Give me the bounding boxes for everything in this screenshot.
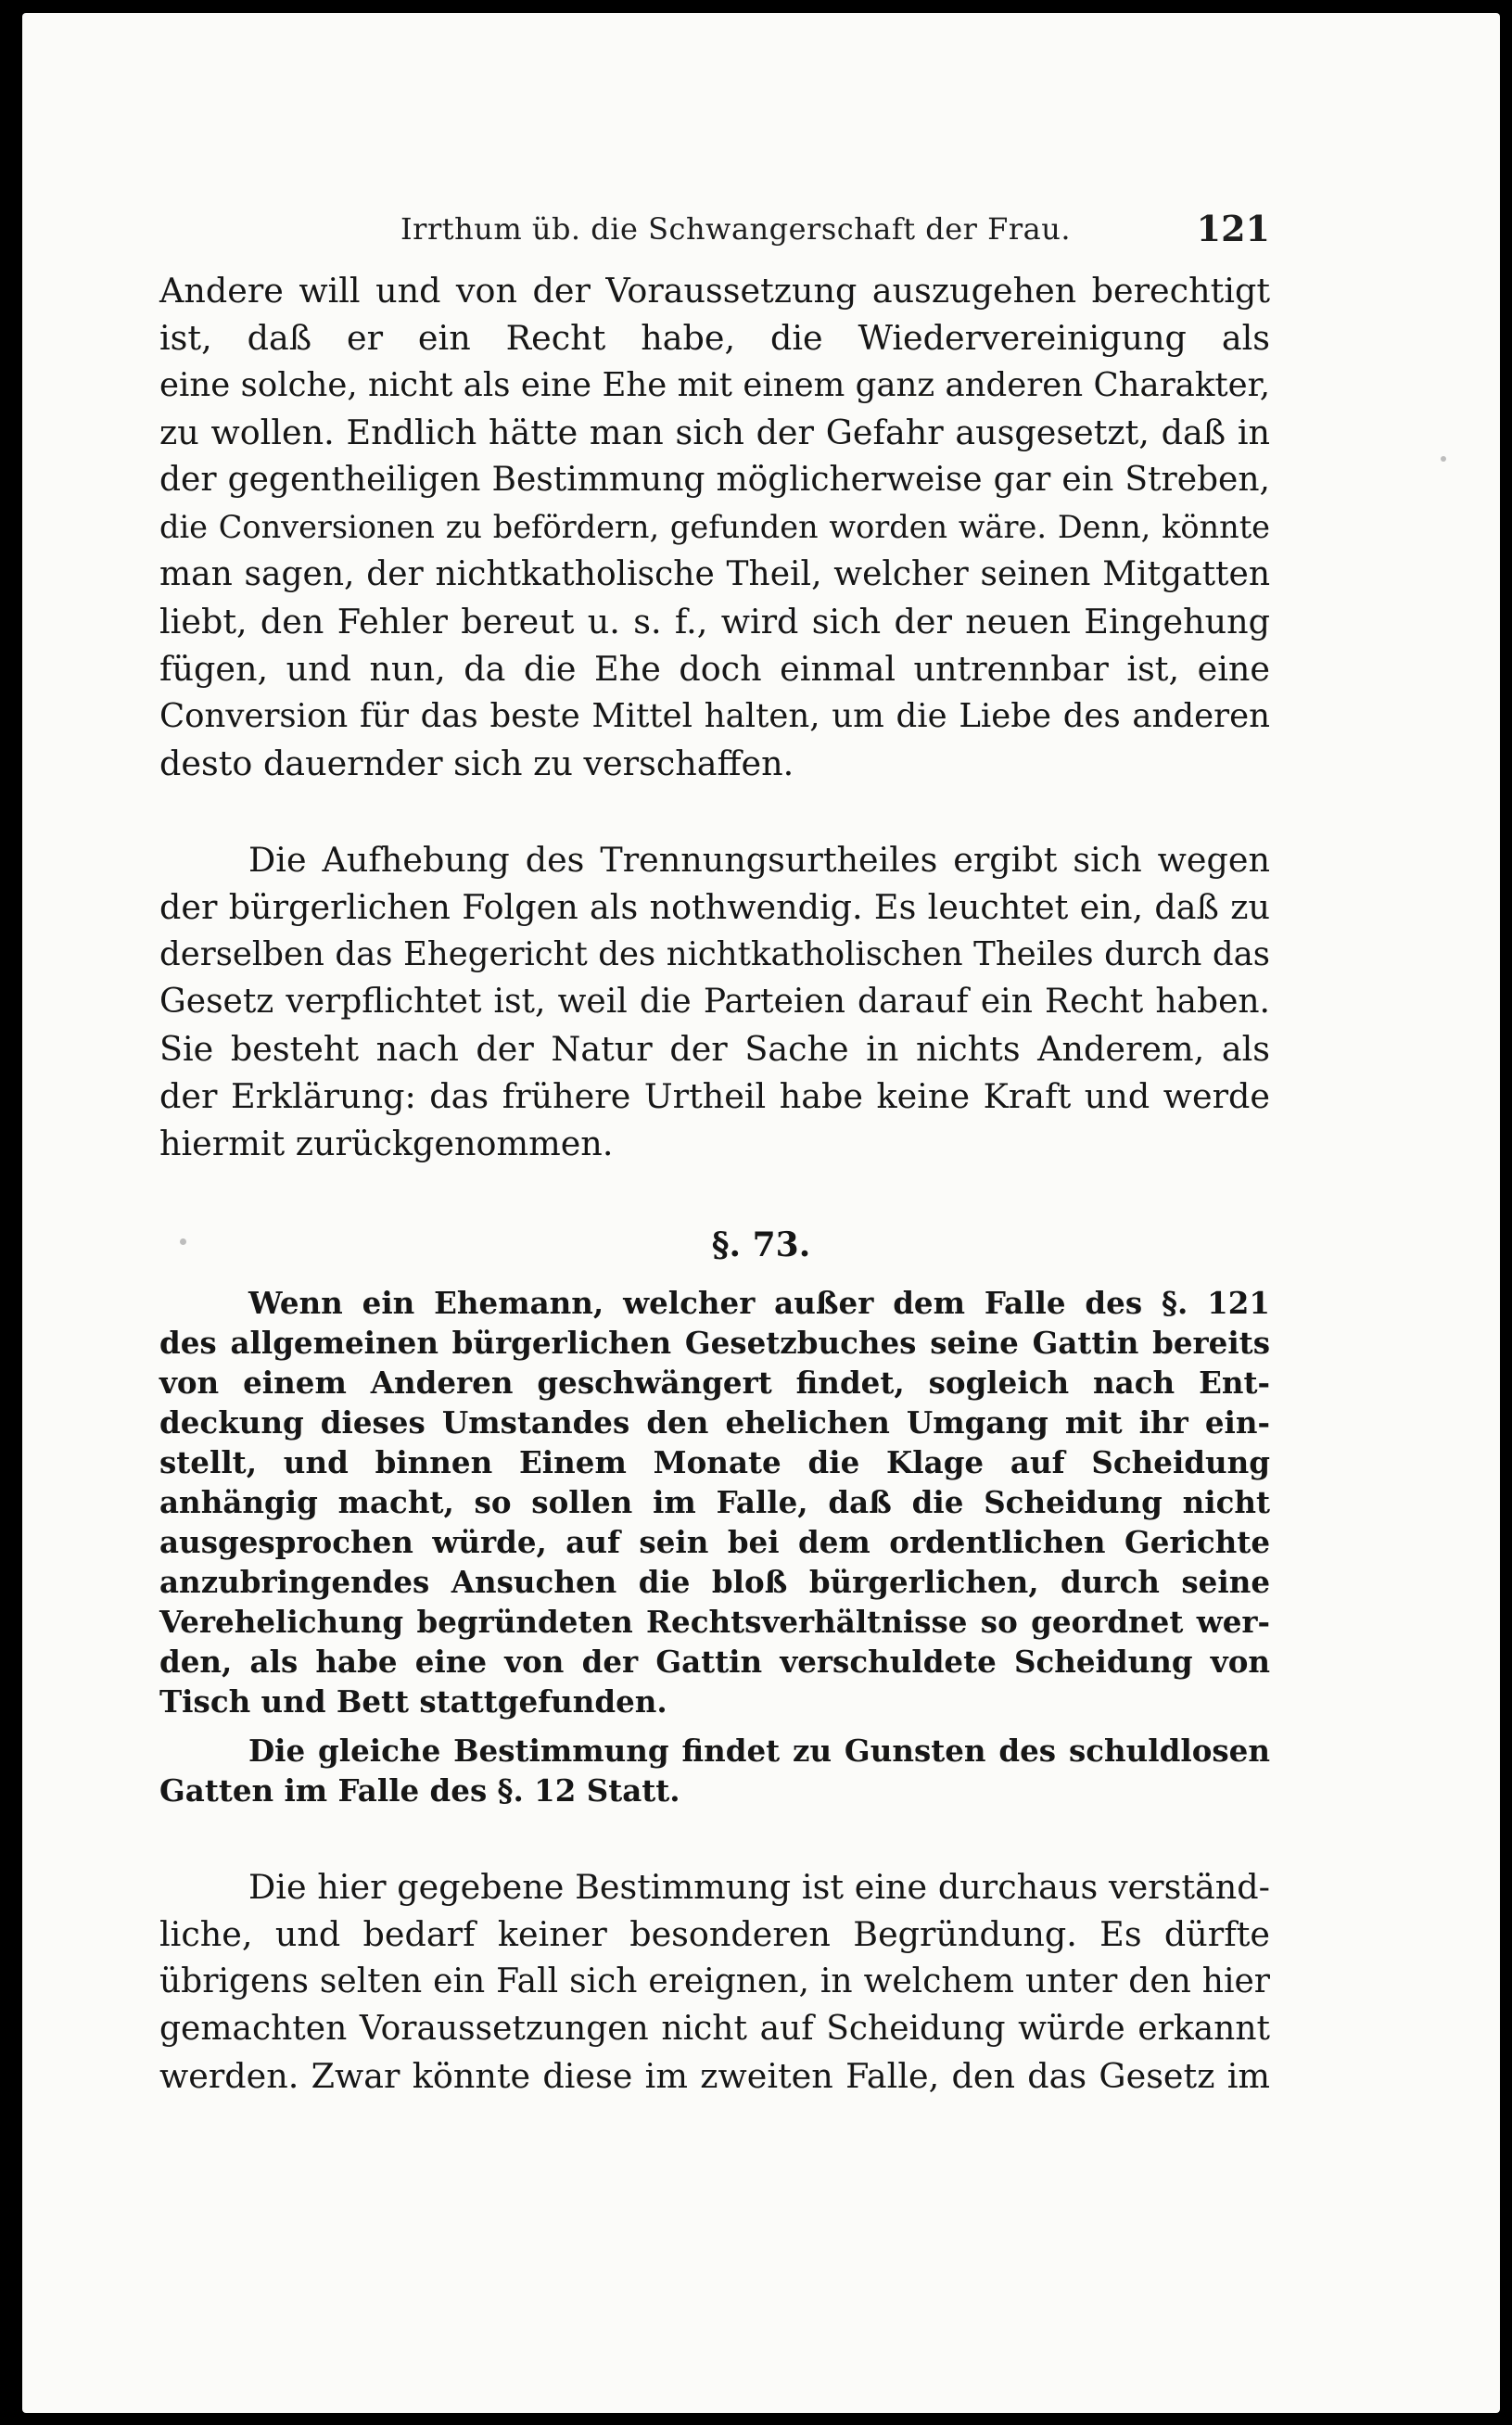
text-line: stellt, und binnen Einem Monate die Klage auf Scheidung [159,1444,1270,1480]
text-line: von einem Anderen geschwängert findet, sogleich nach Ent- [159,1365,1270,1401]
law-paragraph-1 [159,1283,1270,1721]
text-line: Tisch und Bett stattgefunden. [159,1683,667,1720]
page-number: 121 [1196,208,1270,249]
text-line: die Conversionen zu befördern, gefunden worden wäre. Denn, könnte [159,509,1270,545]
text-line: werden. Zwar könnte diese im zweiten Falle, den das Gesetz im [159,2056,1270,2096]
text-line: Verehelichung begründeten Rechtsverhältnisse so geordnet wer- [159,1604,1270,1640]
text-line: Sie besteht nach der Natur der Sache in nichts Anderem, als [159,1029,1270,1069]
text-line: Andere will und von der Voraussetzung auszugehen berechtigt [159,271,1270,311]
text-line: Die hier gegebene Bestimmung ist eine durchaus verständ- [248,1867,1270,1907]
text-line: übrigens selten ein Fall sich ereignen, in welchem unter den hier [159,1962,1270,2000]
text-line: Wenn ein Ehemann, welcher außer dem Falle des §. 121 [248,1285,1270,1321]
text-line: desto dauernder sich zu verschaffen. [159,743,794,783]
text-line: anhängig macht, so sollen im Falle, daß die Scheidung nicht [159,1484,1270,1520]
text-line: ist, daß er ein Recht habe, die Wiedervereinigung als [159,318,1270,358]
text-line: eine solche, nicht als eine Ehe mit einem ganz anderen Charakter, [159,366,1270,404]
section-heading: §. 73. [711,1225,811,1264]
text-line: der bürgerlichen Folgen als nothwendig. Es leuchtet ein, daß zu [159,887,1270,927]
text-line: zu wollen. Endlich hätte man sich der Gefahr ausgesetzt, daß in [159,413,1270,452]
text-line: Die gleiche Bestimmung findet zu Gunsten des schuldlosen [248,1733,1270,1769]
text-line: derselben das Ehegericht des nichtkatholischen Theiles durch das [159,935,1270,973]
text-line: des allgemeinen bürgerlichen Gesetzbuches seine Gattin bereits [159,1325,1270,1361]
text-line: man sagen, der nichtkatholische Theil, welcher seinen Mitgatten [159,555,1270,593]
text-line: Gesetz verpflichtet ist, weil die Parteien darauf ein Recht haben. [159,983,1270,1021]
page-header [400,202,1270,258]
text-line: anzubringendes Ansuchen die bloß bürgerlichen, durch seine [159,1564,1270,1600]
text-line: der Erklärung: das frühere Urtheil habe keine Kraft und werde [159,1076,1270,1116]
text-line: liebt, den Fehler bereut u. s. f., wird sich der neuen Eingehung [159,602,1270,641]
text-line: fügen, und nun, da die Ehe doch einmal untrennbar ist, eine [159,649,1270,689]
paragraph-1 [159,267,1270,787]
paper-speck [1441,456,1446,462]
text-line: Gatten im Falle des §. 12 Statt. [159,1772,680,1809]
text-line: hiermit zurückgenommen. [159,1124,614,1163]
text-line: den, als habe eine von der Gattin verschuldete Scheidung von [159,1644,1270,1680]
text-line: Conversion für das beste Mittel halten, um die Liebe des anderen [159,697,1270,735]
paragraph-4 [159,1863,1270,2100]
text-line: der gegentheiligen Bestimmung möglicherweise gar ein Streben, [159,461,1270,499]
text-line: gemachten Voraussetzungen nicht auf Scheidung würde erkannt [159,2010,1270,2048]
text-line: ausgesprochen würde, auf sein bei dem ordentlichen Gerichte [159,1524,1270,1560]
text-line: deckung dieses Umstandes den ehelichen Umgang mit ihr ein- [159,1404,1270,1441]
paragraph-2 [159,836,1270,1167]
text-line: Die Aufhebung des Trennungsurtheiles ergibt sich wegen [248,840,1270,880]
running-head: Irrthum üb. die Schwangerschaft der Frau. [400,211,1071,247]
law-paragraph-2 [159,1731,1270,1810]
paper-speck [180,1238,186,1245]
text-line: liche, und bedarf keiner besonderen Begründung. Es dürfte [159,1914,1270,1954]
book-page [22,13,1500,2413]
